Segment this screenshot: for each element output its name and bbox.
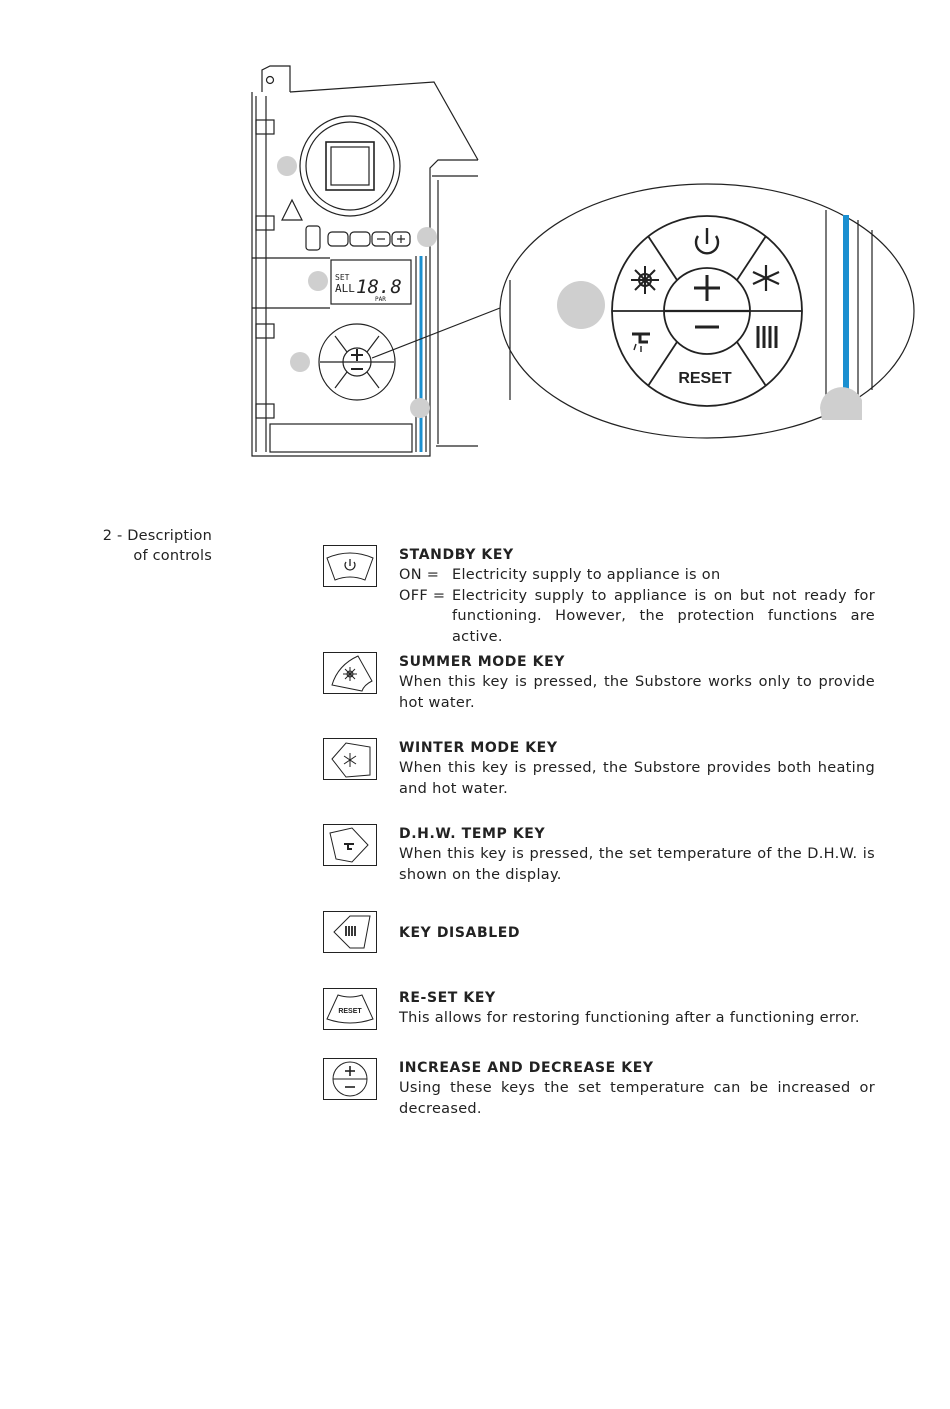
lcd-all-label: ALL bbox=[335, 282, 355, 295]
control-description: This allows for restoring functioning after a functioning error. bbox=[399, 1010, 860, 1026]
control-title: STANDBY KEY bbox=[399, 547, 514, 563]
reset-icon-label: RESET bbox=[338, 1008, 362, 1015]
lcd-set-label: SET bbox=[335, 273, 350, 282]
control-row-off: OFF = Electricity supply to appliance is on but not ready for functioning. However, the protection functions are active. bbox=[399, 587, 875, 645]
control-description: Using these keys the set temperature can be increased or decreased. bbox=[399, 1080, 875, 1117]
section-label bbox=[103, 526, 212, 566]
lcd-par-label: PAR bbox=[375, 296, 386, 303]
callout-line bbox=[372, 308, 500, 358]
radiator-icon bbox=[758, 326, 776, 348]
control-title: D.H.W. TEMP KEY bbox=[399, 826, 546, 842]
control-title: WINTER MODE KEY bbox=[399, 740, 558, 756]
small-button-wheel bbox=[319, 324, 395, 400]
power-icon bbox=[696, 228, 718, 253]
dhw-key-icon bbox=[323, 824, 377, 866]
control-description: When this key is pressed, the Substore works only to provide hot water. bbox=[399, 674, 875, 711]
snowflake-icon bbox=[753, 265, 779, 291]
tap-icon bbox=[632, 334, 650, 352]
summer-key-icon bbox=[323, 652, 377, 694]
control-title: KEY DISABLED bbox=[399, 925, 521, 941]
zoom-reset-label: RESET bbox=[678, 370, 732, 387]
standby-key-icon bbox=[323, 545, 377, 587]
control-title: SUMMER MODE KEY bbox=[399, 654, 565, 670]
radiator-key-icon bbox=[323, 911, 377, 953]
control-row-on: ON = Electricity supply to appliance is on bbox=[399, 567, 721, 583]
key-strip bbox=[306, 226, 410, 250]
clock-dial bbox=[300, 116, 400, 216]
control-panel-figure bbox=[0, 0, 950, 480]
plus-minus-key-icon bbox=[323, 1058, 377, 1100]
winter-key-icon bbox=[323, 738, 377, 780]
control-description: When this key is pressed, the Substore provides both heating and hot water. bbox=[399, 760, 875, 797]
control-title: RE-SET KEY bbox=[399, 990, 496, 1006]
reset-key-icon bbox=[323, 988, 377, 1030]
control-description: When this key is pressed, the set temperature of the D.H.W. is shown on the display. bbox=[399, 846, 875, 883]
control-title: INCREASE AND DECREASE KEY bbox=[399, 1060, 654, 1076]
lcd-digits: 18.8 bbox=[356, 276, 402, 298]
section-label-line2: of controls bbox=[133, 548, 212, 564]
section-label-line1: 2 - Description bbox=[102, 528, 212, 544]
sun-icon bbox=[631, 266, 659, 294]
warning-icon bbox=[282, 200, 302, 220]
hinge-left bbox=[256, 120, 274, 418]
